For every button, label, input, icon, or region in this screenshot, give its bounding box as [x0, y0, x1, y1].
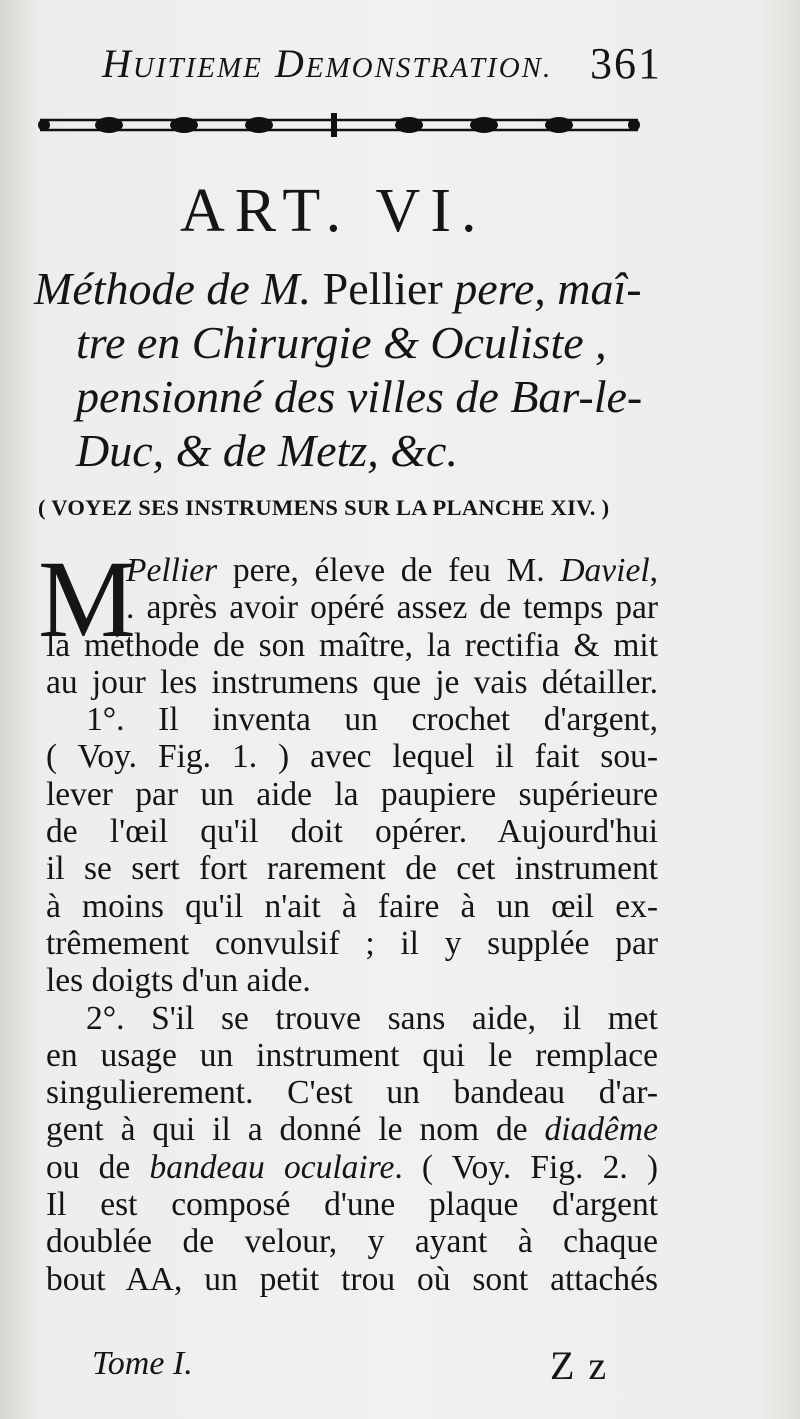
text-run: . ( Voy. Fig. 2. ) [394, 1148, 659, 1186]
drop-cap: M [38, 538, 136, 660]
header-word-2-rest: EMONSTRATION. [305, 52, 553, 84]
text-line: il se sert fort rarement de cet instrument [46, 850, 658, 888]
text-line: bout AA, un petit trou où sont attachés [46, 1260, 658, 1298]
term-diademe: diadême [544, 1111, 658, 1149]
text-line: de l'œil qu'il doit opérer. Aujourd'hui [46, 813, 658, 851]
header-word-2-initial: D [274, 41, 306, 86]
text-line: doublée de velour, y ayant à chaque [46, 1223, 658, 1261]
text-line: à moins qu'il n'ait à faire à un œil ex- [46, 887, 658, 925]
header-word-1-rest: UITIEME [132, 52, 263, 84]
header-word-1-initial: H [102, 41, 133, 86]
text-line: Il est composé d'une plaque d'argent [46, 1186, 658, 1224]
name-pellier: Pellier [126, 552, 218, 589]
article-subtitle [34, 262, 644, 478]
subtitle-name: Pellier [322, 263, 443, 314]
text-line: . après avoir opéré assez de temps par [126, 589, 658, 627]
text-line: trêmement convulsif ; il y supplée par [46, 924, 658, 962]
subtitle-line: Duc, & de Metz, &c. [76, 425, 458, 476]
instruments-note: ( VOYEZ SES INSTRUMENS SUR LA PLANCHE XIV. ) [38, 495, 610, 520]
subtitle-line: pensionné des villes de Bar-le- [76, 371, 643, 422]
text-line: 2°. S'il se trouve sans aide, il met [86, 999, 658, 1037]
text-line: la méthode de son maître, la rectifia & mit [46, 626, 658, 664]
text-line: en usage un instrument qui le remplace [46, 1036, 658, 1074]
text-line: lever par un aide la paupiere supérieure [46, 775, 658, 813]
name-daviel: Daviel [560, 552, 650, 589]
subtitle-text: Méthode de M. [34, 263, 323, 314]
body-text [46, 552, 658, 1298]
text-run: , [649, 552, 658, 589]
text-line: singulierement. C'est un bandeau d'ar- [46, 1074, 658, 1112]
running-header [102, 40, 662, 100]
text-line [46, 1111, 658, 1148]
text-run: gent à qui il a donné le nom de [46, 1111, 545, 1149]
subtitle-line [34, 262, 644, 316]
signature-mark: Z z [550, 1343, 609, 1388]
term-bandeau-oculaire: bandeau oculaire [149, 1148, 395, 1186]
article-heading: ART. VI. [180, 177, 487, 245]
text-run: pere, éleve de feu M. [217, 552, 561, 589]
subtitle-text: pere, maî- [442, 263, 642, 314]
text-line [46, 552, 658, 589]
text-line: 1°. Il inventa un crochet d'argent, [86, 701, 658, 739]
text-line: les doigts d'un aide. [46, 962, 311, 1000]
ornamental-rule [34, 108, 644, 142]
text-line [46, 1149, 658, 1186]
text-line: au jour les instrumens que je vais détailler. [46, 663, 658, 701]
page-number: 361 [590, 39, 662, 88]
text-line: ( Voy. Fig. 1. ) avec lequel il fait sou- [46, 738, 658, 776]
volume-label: Tome I. [92, 1345, 193, 1382]
subtitle-line: tre en Chirurgie & Oculiste , [76, 317, 607, 368]
text-run: ou de [46, 1148, 150, 1186]
